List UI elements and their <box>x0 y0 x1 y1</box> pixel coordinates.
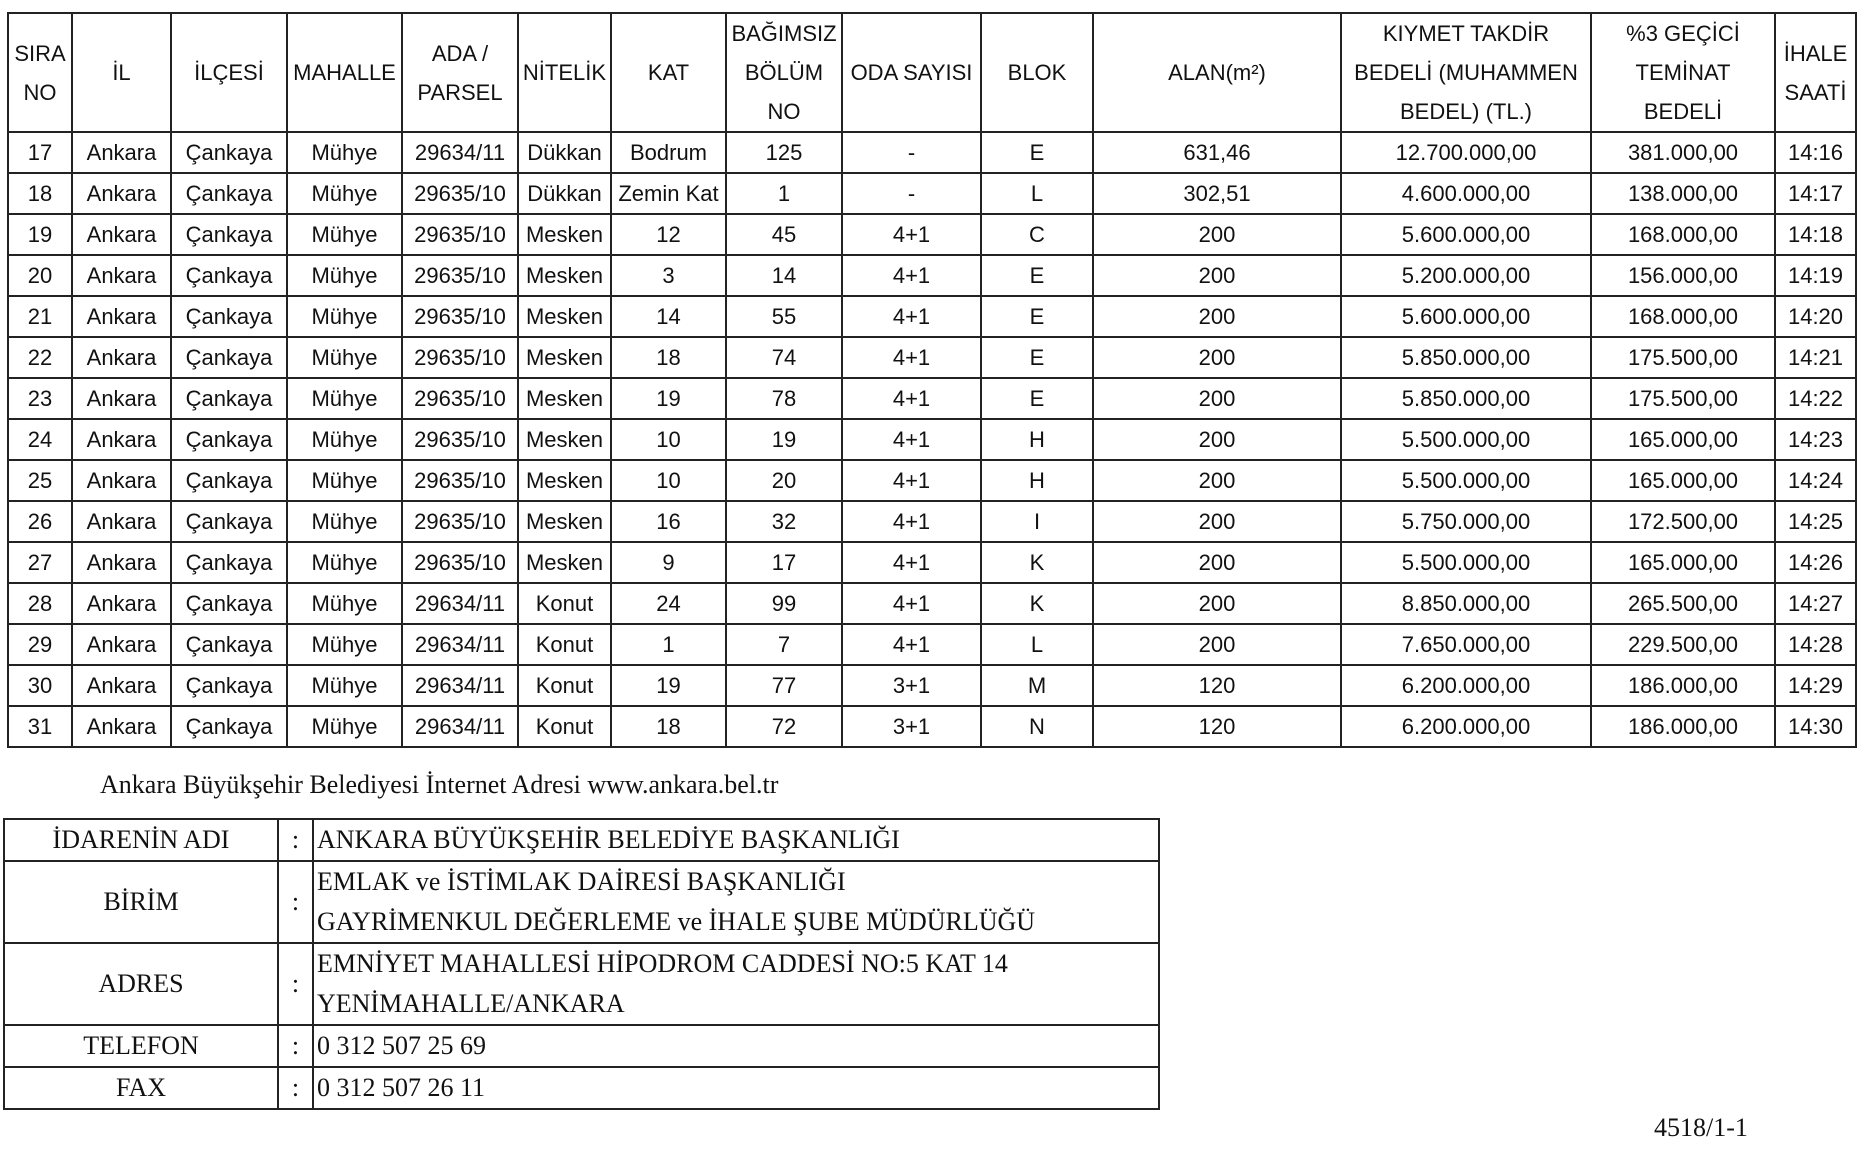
table-cell: Mühye <box>287 706 402 747</box>
table-cell: 200 <box>1093 337 1341 378</box>
column-header-line: PARSEL <box>417 79 503 105</box>
table-cell: 14:23 <box>1775 419 1856 460</box>
table-cell: 5.850.000,00 <box>1341 378 1591 419</box>
column-header-line: %3 GEÇİCİ <box>1626 21 1740 46</box>
document-number: 4518/1-1 <box>1654 1113 1748 1142</box>
table-cell: 23 <box>8 378 72 419</box>
table-cell: 27 <box>8 542 72 583</box>
table-cell: E <box>981 132 1093 173</box>
table-cell: Mühye <box>287 583 402 624</box>
info-row <box>4 861 1159 943</box>
table-cell: 120 <box>1093 706 1341 747</box>
table-row <box>8 337 1856 378</box>
column-header <box>72 13 171 132</box>
table-cell: 74 <box>726 337 842 378</box>
table-cell: Dükkan <box>518 173 611 214</box>
table-cell: L <box>981 173 1093 214</box>
table-cell: 14:20 <box>1775 296 1856 337</box>
table-cell: Çankaya <box>171 214 287 255</box>
info-row <box>4 1067 1159 1109</box>
table-cell: Çankaya <box>171 255 287 296</box>
column-header <box>8 13 72 132</box>
table-cell: 29635/10 <box>402 296 518 337</box>
table-cell: 24 <box>8 419 72 460</box>
table-cell: K <box>981 542 1093 583</box>
info-value <box>313 1025 1159 1067</box>
table-cell: 229.500,00 <box>1591 624 1775 665</box>
table-cell: 4+1 <box>842 337 981 378</box>
table-cell: Çankaya <box>171 583 287 624</box>
table-cell: 4+1 <box>842 583 981 624</box>
table-cell: 29635/10 <box>402 542 518 583</box>
table-cell: Mühye <box>287 501 402 542</box>
table-cell: 138.000,00 <box>1591 173 1775 214</box>
table-cell: E <box>981 378 1093 419</box>
table-cell: 4+1 <box>842 460 981 501</box>
info-value-line: 0 312 507 26 11 <box>317 1073 486 1102</box>
table-cell: Çankaya <box>171 624 287 665</box>
table-cell: 19 <box>726 419 842 460</box>
table-cell: 5.600.000,00 <box>1341 214 1591 255</box>
table-cell: Mesken <box>518 255 611 296</box>
table-cell: E <box>981 255 1093 296</box>
info-label: TELEFON <box>4 1025 278 1067</box>
table-cell: Ankara <box>72 460 171 501</box>
table-cell: 77 <box>726 665 842 706</box>
table-cell: Mühye <box>287 296 402 337</box>
table-cell: Mesken <box>518 337 611 378</box>
table-cell: Ankara <box>72 255 171 296</box>
table-cell: 14:27 <box>1775 583 1856 624</box>
table-cell: 165.000,00 <box>1591 419 1775 460</box>
table-cell: 5.500.000,00 <box>1341 542 1591 583</box>
table-cell: 1 <box>726 173 842 214</box>
table-cell: 7 <box>726 624 842 665</box>
table-cell: 19 <box>611 378 726 419</box>
table-cell: 4+1 <box>842 624 981 665</box>
table-cell: Mühye <box>287 378 402 419</box>
column-header-line: BEDELİ <box>1643 99 1723 124</box>
table-cell: Çankaya <box>171 665 287 706</box>
table-cell: 22 <box>8 337 72 378</box>
column-header <box>287 13 402 132</box>
table-cell: 29635/10 <box>402 460 518 501</box>
table-cell: 168.000,00 <box>1591 296 1775 337</box>
table-cell: Ankara <box>72 173 171 214</box>
table-cell: 26 <box>8 501 72 542</box>
table-row <box>8 296 1856 337</box>
table-cell: 3+1 <box>842 665 981 706</box>
info-separator: : <box>278 943 313 1025</box>
column-header-line: İLÇESİ <box>194 60 264 85</box>
table-cell: 19 <box>8 214 72 255</box>
info-value <box>313 819 1159 861</box>
table-cell: 200 <box>1093 214 1341 255</box>
table-cell: 19 <box>611 665 726 706</box>
column-header-line: BEDELİ (MUHAMMEN <box>1354 60 1578 85</box>
column-header-line: BAĞIMSIZ <box>731 21 837 46</box>
table-cell: Konut <box>518 706 611 747</box>
table-cell: 78 <box>726 378 842 419</box>
table-cell: 12 <box>611 214 726 255</box>
column-header <box>1775 13 1856 132</box>
table-cell: 16 <box>611 501 726 542</box>
table-cell: 17 <box>8 132 72 173</box>
table-cell: 6.200.000,00 <box>1341 665 1591 706</box>
column-header <box>726 13 842 132</box>
column-header <box>611 13 726 132</box>
table-cell: 21 <box>8 296 72 337</box>
info-separator: : <box>278 1025 313 1067</box>
column-header-line: BLOK <box>1007 60 1067 85</box>
info-value-line: 0 312 507 25 69 <box>317 1031 486 1060</box>
table-cell: 72 <box>726 706 842 747</box>
column-header <box>842 13 981 132</box>
table-cell: Mesken <box>518 214 611 255</box>
table-cell: 5.600.000,00 <box>1341 296 1591 337</box>
table-cell: N <box>981 706 1093 747</box>
info-row <box>4 943 1159 1025</box>
table-cell: Mühye <box>287 665 402 706</box>
table-cell: 17 <box>726 542 842 583</box>
table-header <box>8 13 1856 132</box>
column-header <box>518 13 611 132</box>
table-cell: 45 <box>726 214 842 255</box>
table-cell: E <box>981 296 1093 337</box>
table-cell: 3+1 <box>842 706 981 747</box>
table-cell: 29634/11 <box>402 706 518 747</box>
table-cell: 99 <box>726 583 842 624</box>
column-header <box>171 13 287 132</box>
table-cell: 29634/11 <box>402 132 518 173</box>
table-row <box>8 378 1856 419</box>
table-cell: 14:16 <box>1775 132 1856 173</box>
table-row <box>8 665 1856 706</box>
table-cell: 165.000,00 <box>1591 460 1775 501</box>
info-label: ADRES <box>4 943 278 1025</box>
table-cell: 29635/10 <box>402 214 518 255</box>
table-cell: 265.500,00 <box>1591 583 1775 624</box>
table-cell: Çankaya <box>171 296 287 337</box>
column-header <box>1591 13 1775 132</box>
table-cell: 5.750.000,00 <box>1341 501 1591 542</box>
info-value-line: EMNİYET MAHALLESİ HİPODROM CADDESİ NO:5 KAT 14 <box>317 949 1008 978</box>
column-header-line: BÖLÜM <box>744 60 824 85</box>
table-body <box>8 132 1856 747</box>
table-cell: 14 <box>611 296 726 337</box>
table-cell: 30 <box>8 665 72 706</box>
table-cell: 29 <box>8 624 72 665</box>
table-cell: 156.000,00 <box>1591 255 1775 296</box>
table-cell: 29635/10 <box>402 173 518 214</box>
table-cell: M <box>981 665 1093 706</box>
table-cell: 14:26 <box>1775 542 1856 583</box>
table-cell: Mesken <box>518 542 611 583</box>
table-cell: 29635/10 <box>402 419 518 460</box>
table-cell: 9 <box>611 542 726 583</box>
table-cell: 18 <box>611 337 726 378</box>
table-cell: 32 <box>726 501 842 542</box>
table-cell: 14:22 <box>1775 378 1856 419</box>
column-header-line: NİTELİK <box>522 60 607 85</box>
column-header-line: KIYMET TAKDİR <box>1382 21 1550 46</box>
table-cell: 12.700.000,00 <box>1341 132 1591 173</box>
table-cell: 172.500,00 <box>1591 501 1775 542</box>
table-cell: Mühye <box>287 132 402 173</box>
table-cell: Çankaya <box>171 132 287 173</box>
info-value <box>313 943 1159 1025</box>
table-cell: 200 <box>1093 460 1341 501</box>
table-cell: 14:25 <box>1775 501 1856 542</box>
table-cell: Çankaya <box>171 706 287 747</box>
table-cell: 14:28 <box>1775 624 1856 665</box>
info-label: FAX <box>4 1067 278 1109</box>
table-cell: 14:24 <box>1775 460 1856 501</box>
table-cell: C <box>981 214 1093 255</box>
table-row <box>8 419 1856 460</box>
info-separator: : <box>278 861 313 943</box>
table-cell: 14:29 <box>1775 665 1856 706</box>
info-value-line: YENİMAHALLE/ANKARA <box>317 989 625 1018</box>
column-header-line: NO <box>23 79 57 105</box>
info-row <box>4 1025 1159 1067</box>
table-cell: 168.000,00 <box>1591 214 1775 255</box>
info-label: İDARENİN ADI <box>4 819 278 861</box>
table-cell: Mühye <box>287 419 402 460</box>
table-cell: 5.500.000,00 <box>1341 419 1591 460</box>
table-cell: 14:17 <box>1775 173 1856 214</box>
table-cell: 5.850.000,00 <box>1341 337 1591 378</box>
info-label: BİRİM <box>4 861 278 943</box>
column-header-line: TEMİNAT <box>1635 60 1731 85</box>
table-row <box>8 132 1856 173</box>
table-row <box>8 542 1856 583</box>
table-cell: - <box>842 173 981 214</box>
table-cell: Mühye <box>287 337 402 378</box>
table-cell: Çankaya <box>171 501 287 542</box>
table-cell: Ankara <box>72 214 171 255</box>
info-value <box>313 861 1159 943</box>
table-cell: Konut <box>518 665 611 706</box>
table-cell: 4+1 <box>842 378 981 419</box>
table-cell: 175.500,00 <box>1591 337 1775 378</box>
table-cell: 10 <box>611 460 726 501</box>
info-value-line: GAYRİMENKUL DEĞERLEME ve İHALE ŞUBE MÜDÜRLÜĞÜ <box>317 907 1036 936</box>
table-cell: Çankaya <box>171 378 287 419</box>
table-cell: 14:18 <box>1775 214 1856 255</box>
auction-table <box>7 12 1857 748</box>
table-cell: Ankara <box>72 665 171 706</box>
table-cell: K <box>981 583 1093 624</box>
table-cell: Ankara <box>72 337 171 378</box>
table-cell: Mesken <box>518 501 611 542</box>
table-cell: 14:19 <box>1775 255 1856 296</box>
table-cell: L <box>981 624 1093 665</box>
table-cell: H <box>981 460 1093 501</box>
info-separator: : <box>278 819 313 861</box>
table-cell: 20 <box>726 460 842 501</box>
table-cell: 29635/10 <box>402 501 518 542</box>
table-cell: 200 <box>1093 542 1341 583</box>
table-cell: 14:30 <box>1775 706 1856 747</box>
table-cell: 4+1 <box>842 419 981 460</box>
table-cell: 200 <box>1093 501 1341 542</box>
table-cell: 631,46 <box>1093 132 1341 173</box>
table-cell: Çankaya <box>171 542 287 583</box>
table-row <box>8 173 1856 214</box>
table-row <box>8 460 1856 501</box>
table-cell: Ankara <box>72 542 171 583</box>
table-cell: 29634/11 <box>402 583 518 624</box>
table-cell: 18 <box>611 706 726 747</box>
table-cell: 24 <box>611 583 726 624</box>
table-cell: Ankara <box>72 624 171 665</box>
table-cell: 28 <box>8 583 72 624</box>
info-row <box>4 819 1159 861</box>
table-cell: Çankaya <box>171 337 287 378</box>
column-header <box>1093 13 1341 132</box>
table-cell: 18 <box>8 173 72 214</box>
table-row <box>8 706 1856 747</box>
table-cell: 200 <box>1093 255 1341 296</box>
table-cell: Mesken <box>518 378 611 419</box>
table-cell: Konut <box>518 624 611 665</box>
table-cell: Çankaya <box>171 419 287 460</box>
table-cell: Çankaya <box>171 460 287 501</box>
info-value <box>313 1067 1159 1109</box>
column-header-line: İL <box>112 60 131 85</box>
info-value-line: EMLAK ve İSTİMLAK DAİRESİ BAŞKANLIĞI <box>317 867 846 896</box>
table-cell: 4+1 <box>842 542 981 583</box>
table-cell: Konut <box>518 583 611 624</box>
table-cell: 4+1 <box>842 296 981 337</box>
table-cell: 3 <box>611 255 726 296</box>
table-cell: 29635/10 <box>402 378 518 419</box>
column-header-line: İHALE <box>1783 40 1848 66</box>
table-cell: I <box>981 501 1093 542</box>
table-cell: 10 <box>611 419 726 460</box>
table-cell: 20 <box>8 255 72 296</box>
table-cell: 1 <box>611 624 726 665</box>
table-cell: 165.000,00 <box>1591 542 1775 583</box>
table-cell: 6.200.000,00 <box>1341 706 1591 747</box>
table-cell: 120 <box>1093 665 1341 706</box>
table-cell: 200 <box>1093 296 1341 337</box>
table-cell: Mesken <box>518 419 611 460</box>
table-cell: 200 <box>1093 624 1341 665</box>
column-header <box>402 13 518 132</box>
table-cell: 4+1 <box>842 255 981 296</box>
table-cell: Ankara <box>72 132 171 173</box>
table-cell: 381.000,00 <box>1591 132 1775 173</box>
table-cell: Ankara <box>72 419 171 460</box>
column-header-line: SAATİ <box>1784 79 1847 105</box>
table-row <box>8 255 1856 296</box>
column-header <box>1341 13 1591 132</box>
table-cell: 186.000,00 <box>1591 706 1775 747</box>
table-cell: 4+1 <box>842 214 981 255</box>
column-header <box>981 13 1093 132</box>
table-cell: Mühye <box>287 624 402 665</box>
table-cell: 200 <box>1093 419 1341 460</box>
table-cell: 8.850.000,00 <box>1341 583 1591 624</box>
table-cell: 5.200.000,00 <box>1341 255 1591 296</box>
table-cell: 4.600.000,00 <box>1341 173 1591 214</box>
table-cell: Mesken <box>518 460 611 501</box>
table-cell: Çankaya <box>171 173 287 214</box>
table-cell: Mühye <box>287 214 402 255</box>
table-cell: Ankara <box>72 296 171 337</box>
table-cell: 125 <box>726 132 842 173</box>
table-cell: Mühye <box>287 542 402 583</box>
column-header-line: ALAN(m²) <box>1168 60 1266 85</box>
column-header-line: BEDEL) (TL.) <box>1399 99 1533 124</box>
table-cell: 55 <box>726 296 842 337</box>
column-header-line: NO <box>767 99 801 124</box>
table-cell: E <box>981 337 1093 378</box>
table-cell: 29634/11 <box>402 624 518 665</box>
table-row <box>8 583 1856 624</box>
table-cell: 29635/10 <box>402 255 518 296</box>
table-cell: 200 <box>1093 583 1341 624</box>
website-line: Ankara Büyükşehir Belediyesi İnternet Adresi www.ankara.bel.tr <box>100 770 779 799</box>
table-cell: 14:21 <box>1775 337 1856 378</box>
info-value-line: ANKARA BÜYÜKŞEHİR BELEDİYE BAŞKANLIĞI <box>317 825 900 854</box>
table-cell: 4+1 <box>842 501 981 542</box>
table-cell: Dükkan <box>518 132 611 173</box>
table-cell: - <box>842 132 981 173</box>
table-cell: 200 <box>1093 378 1341 419</box>
table-cell: 175.500,00 <box>1591 378 1775 419</box>
table-cell: Ankara <box>72 706 171 747</box>
table-cell: Zemin Kat <box>611 173 726 214</box>
table-cell: 7.650.000,00 <box>1341 624 1591 665</box>
table-cell: Ankara <box>72 501 171 542</box>
column-header-line: ADA / <box>431 40 489 66</box>
table-cell: H <box>981 419 1093 460</box>
table-cell: Mühye <box>287 173 402 214</box>
table-row <box>8 214 1856 255</box>
column-header-line: MAHALLE <box>293 60 396 85</box>
table-cell: Mühye <box>287 460 402 501</box>
table-cell: Mühye <box>287 255 402 296</box>
table-cell: 31 <box>8 706 72 747</box>
info-separator: : <box>278 1067 313 1109</box>
table-row <box>8 624 1856 665</box>
table-cell: Ankara <box>72 378 171 419</box>
column-header-line: SIRA <box>14 40 66 66</box>
table-cell: 14 <box>726 255 842 296</box>
table-cell: Bodrum <box>611 132 726 173</box>
column-header-line: ODA SAYISI <box>850 60 973 85</box>
table-cell: Mesken <box>518 296 611 337</box>
administration-info-table <box>3 818 1160 1110</box>
table-cell: 186.000,00 <box>1591 665 1775 706</box>
table-cell: 302,51 <box>1093 173 1341 214</box>
table-cell: 25 <box>8 460 72 501</box>
table-cell: 5.500.000,00 <box>1341 460 1591 501</box>
table-cell: 29635/10 <box>402 337 518 378</box>
table-row <box>8 501 1856 542</box>
table-cell: 29634/11 <box>402 665 518 706</box>
table-cell: Ankara <box>72 583 171 624</box>
column-header-line: KAT <box>647 60 690 85</box>
